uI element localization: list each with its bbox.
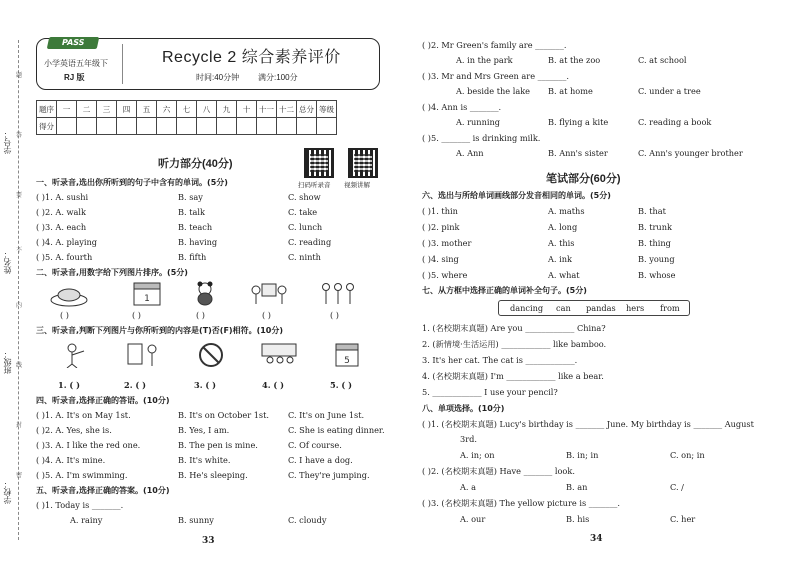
s5-q3-a: A. beside the lake [456,86,531,96]
s4-q4-b: B. It's white. [178,455,231,465]
s4-q5-c: C. They're jumping. [288,470,370,480]
section-4-title: 四、听录音,选择正确的答语。(10分) [36,396,170,405]
s8-q3-b: B. his [566,514,590,524]
s8-q2-c: C. / [670,482,684,492]
s6-q3-b: B. thing [638,238,671,248]
score-cell: 四 [117,101,137,118]
gutter-char: 要 [16,192,23,199]
section-6-title: 六、选出与所给单词画线部分发音相同的单词。(5分) [422,191,611,200]
s8-q3-c: C. her [670,514,696,524]
s6-q4: ( )4. sing [422,254,459,264]
s1-q2-c: C. take [288,207,318,217]
illustration-boy-pointing [54,342,96,368]
gutter-label-class: 班级： [3,350,12,374]
score-table [36,100,337,135]
s7-q3: 3. It's her cat. The cat is ____________. [422,355,578,365]
s8-q3: ( )3. (名校期末真题) The yellow picture is _______. [422,498,621,508]
s1-q1-c: C. show [288,192,321,202]
score-cell: 九 [217,101,237,118]
illustration-calendar-5 [326,342,368,368]
gutter-label-school: 学校： [3,480,12,504]
s5-q2-c: C. at school [638,55,687,65]
score-cell: 一 [57,101,77,118]
illustration-people-group [318,280,360,306]
s8-q1-b: B. in; in [566,450,599,460]
s8-q1: ( )1. (名校期末真题) Lucy's birthday is _______ June. My birthday is _______ August [422,419,754,429]
score-cell: 三 [97,101,117,118]
score-table-header-row [37,101,337,118]
section-1-title: 一、听录音,选出你所听到的句子中含有的单词。(5分) [36,178,228,187]
score-input-cell[interactable] [117,118,137,135]
s6-q2-b: B. trunk [638,222,672,232]
s3-answer-2[interactable]: 2. ( ) [124,380,146,390]
s8-q2-b: B. an [566,482,588,492]
gutter-char: 封 [16,422,23,429]
s6-q4-b: B. young [638,254,675,264]
s5-q1-c: C. cloudy [288,515,327,525]
s1-q4-c: C. reading [288,237,332,247]
section-7-title: 七、从方框中选择正确的单词补全句子。(5分) [422,286,587,295]
s6-q1-b: B. that [638,206,666,216]
qr-audio-label: 扫码听录音 [298,182,331,189]
score-cell: 七 [177,101,197,118]
s8-q3-a: A. our [460,514,486,524]
gutter-label-id: 学号： [3,130,12,154]
s6-q1: ( )1. thin [422,206,458,216]
s4-q1-b: B. It's on October 1st. [178,410,270,420]
s8-q1-a: A. in; on [460,450,495,460]
s4-q5: ( )5. A. I'm swimming. [36,470,128,480]
s5-q5-c: C. Ann's younger brother [638,148,743,158]
s4-q4: ( )4. A. It's mine. [36,455,106,465]
score-input-cell[interactable] [297,118,317,135]
s6-q4-a: A. ink [548,254,572,264]
s6-q5-a: A. what [548,270,580,280]
score-input-cell[interactable] [317,118,337,135]
score-input-cell[interactable] [97,118,117,135]
s4-q3: ( )3. A. I like the red one. [36,440,141,450]
s5-q2-b: B. at the zoo [548,55,601,65]
s1-q5: ( )5. A. fourth [36,252,93,262]
score-cell: 得分 [37,118,57,135]
illustration-kids-drawing [248,280,290,306]
s4-q2: ( )2. A. Yes, she is. [36,425,112,435]
s5-q1-b: B. sunny [178,515,214,525]
s6-q3: ( )3. mother [422,238,472,248]
s1-q5-b: B. fifth [178,252,207,262]
illustration-calendar [126,280,168,306]
s5-q3-c: C. under a tree [638,86,701,96]
s4-q1-c: C. It's on June 1st. [288,410,365,420]
s7-q1: 1. (名校期末真题) Are you ____________ China? [422,323,606,333]
score-input-cell[interactable] [197,118,217,135]
writing-title: 笔试部分(60分) [546,173,621,185]
grade-label: 小学英语五年级下 [44,59,108,68]
s4-q4-c: C. I have a dog. [288,455,353,465]
score-cell: 十二 [277,101,297,118]
s5-q1: ( )1. Today is _______. [36,500,124,510]
s5-q5-a: A. Ann [456,148,484,158]
gutter-char: 密 [16,472,23,479]
s6-q5-b: B. whose [638,270,676,280]
section-2-title: 二、听录音,用数字给下列图片排序。(5分) [36,268,188,277]
s6-q2-a: A. long [548,222,578,232]
illustration-no-sign [190,342,232,368]
qr-code-video[interactable] [348,148,378,178]
s1-q3-c: C. lunch [288,222,323,232]
header-divider [122,44,123,84]
s4-q3-c: C. Of course. [288,440,342,450]
word-bank-item: from [660,303,680,313]
score-input-cell[interactable] [137,118,157,135]
s2-blank-2[interactable]: ( ) [132,310,141,320]
s5-q4-b: B. flying a kite [548,117,609,127]
s5-q4-c: C. reading a book [638,117,712,127]
s5-q2-a: A. in the park [456,55,513,65]
s3-answer-4[interactable]: 4. ( ) [262,380,284,390]
score-input-cell[interactable] [277,118,297,135]
right-page [400,0,800,566]
score-cell: 总分 [297,101,317,118]
s8-q1-cont: 3rd. [460,434,477,444]
s7-q5: 5. ____________ I use your pencil? [422,387,558,397]
s1-q1-b: B. say [178,192,203,202]
illustration-painter [122,342,164,368]
s1-q3: ( )3. A. each [36,222,87,232]
gutter-char: 线 [16,362,23,369]
word-bank-item: can [556,303,571,313]
s1-q2: ( )2. A. walk [36,207,86,217]
gutter-char: 内 [16,302,23,309]
s1-q5-c: C. ninth [288,252,321,262]
pass-logo: PASS [47,37,100,49]
s4-q3-b: B. The pen is mine. [178,440,258,450]
svg-text:5: 5 [344,356,350,366]
s6-q3-a: A. this [548,238,575,248]
s1-q3-b: B. teach [178,222,213,232]
s6-q2: ( )2. pink [422,222,460,232]
s3-answer-1[interactable]: 1. ( ) [58,380,80,390]
s8-q2: ( )2. (名校期末真题) Have _______ look. [422,466,575,476]
word-bank-item: dancing [510,303,544,313]
s5-q4: ( )4. Ann is _______. [422,102,502,112]
gutter-char: 答 [16,132,23,139]
score-label: 满分:100分 [258,73,298,82]
score-cell: 六 [157,101,177,118]
section-3-title: 三、听录音,判断下列图片与你所听到的内容是(T)否(F)相符。(10分) [36,326,284,335]
score-cell: 十一 [257,101,277,118]
s8-q2-a: A. a [460,482,476,492]
edition-label: RJ 版 [64,73,85,82]
s7-q2: 2. (新情境·生活运用) ____________ like bamboo. [422,339,607,349]
s1-q4: ( )4. A. playing [36,237,98,247]
score-cell: 八 [197,101,217,118]
score-input-cell[interactable] [77,118,97,135]
score-input-cell[interactable] [217,118,237,135]
s1-q4-b: B. having [178,237,218,247]
s2-blank-5[interactable]: ( ) [330,310,339,320]
score-input-cell[interactable] [157,118,177,135]
s4-q1: ( )1. A. It's on May 1st. [36,410,131,420]
word-bank-item: pandas [586,303,616,313]
section-8-title: 八、单项选择。(10分) [422,404,505,413]
s4-q2-c: C. She is eating dinner. [288,425,385,435]
s2-blank-3[interactable]: ( ) [196,310,205,320]
s5-q5: ( )5. _______ is drinking milk. [422,133,541,143]
s1-q2-b: B. talk [178,207,205,217]
time-label: 时间:40分钟 [196,73,240,82]
page-number-right: 34 [590,534,603,544]
gutter-char: 题 [16,72,23,79]
listening-title: 听力部分(40分) [158,158,233,170]
qr-code-audio[interactable] [304,148,334,178]
s4-q5-b: B. He's sleeping. [178,470,248,480]
s5-q3-b: B. at home [548,86,593,96]
gutter-char: 不 [16,247,23,254]
s5-q1-a: A. rainy [70,515,103,525]
score-cell: 等级 [317,101,337,118]
s3-answer-5[interactable]: 5. ( ) [330,380,352,390]
illustration-classroom [258,342,300,368]
s6-q5: ( )5. where [422,270,468,280]
score-input-cell[interactable] [237,118,257,135]
score-input-cell[interactable] [57,118,77,135]
score-input-cell[interactable] [177,118,197,135]
cut-line [18,40,19,540]
s1-q1: ( )1. A. sushi [36,192,89,202]
s3-answer-3[interactable]: 3. ( ) [194,380,216,390]
qr-video-label: 视频讲解 [344,182,370,189]
illustration-panda [184,280,226,306]
score-cell: 题序 [37,101,57,118]
s6-q1-a: A. maths [548,206,585,216]
word-bank-item: hers [626,303,645,313]
page-number-left: 33 [202,536,215,546]
section-5-title: 五、听录音,选择正确的答案。(10分) [36,486,170,495]
s8-q1-c: C. on; in [670,450,705,460]
gutter-label-name: 姓名： [3,250,12,274]
svg-text:1: 1 [144,294,150,304]
score-input-cell[interactable] [257,118,277,135]
score-table-score-row [37,118,337,135]
binding-gutter [0,0,30,566]
illustration-food-plate [48,282,90,308]
s5-q3: ( )3. Mr and Mrs Green are _______. [422,71,569,81]
page-title: Recycle 2 综合素养评价 [162,49,341,66]
s4-q2-b: B. Yes, I am. [178,425,230,435]
s2-blank-1[interactable]: ( ) [60,310,69,320]
s7-q4: 4. (名校期末真题) I'm ____________ like a bear. [422,371,604,381]
s5-q5-b: B. Ann's sister [548,148,608,158]
s5-q4-a: A. running [456,117,500,127]
s2-blank-4[interactable]: ( ) [262,310,271,320]
s5-q2: ( )2. Mr Green's family are _______. [422,40,567,50]
score-cell: 二 [77,101,97,118]
score-cell: 十 [237,101,257,118]
score-cell: 五 [137,101,157,118]
